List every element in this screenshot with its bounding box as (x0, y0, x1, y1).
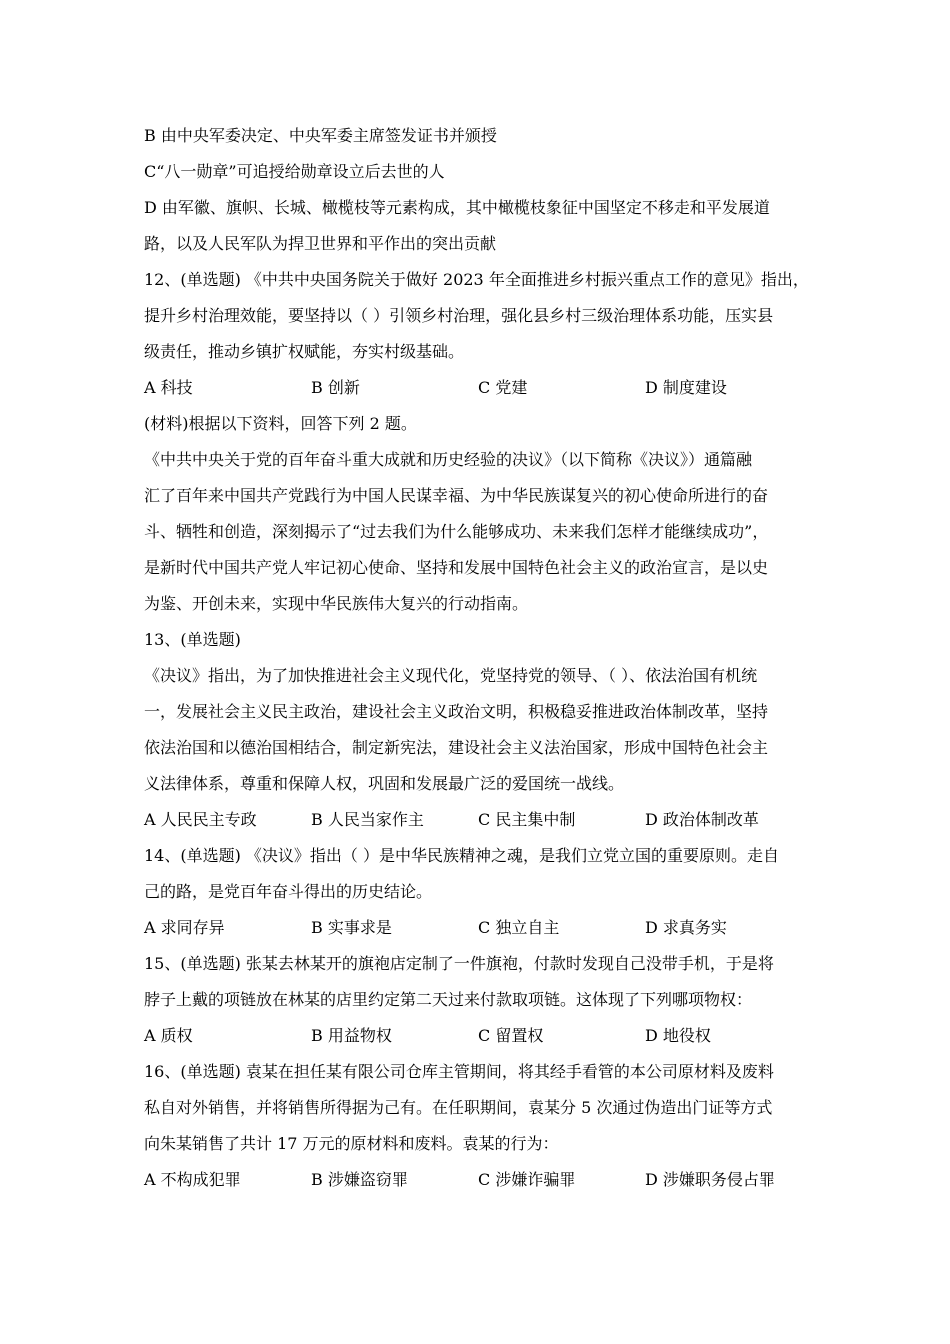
material-line3: 斗、牺牲和创造，深刻揭示了“过去我们为什么能够成功、未来我们怎样才能继续成功”， (144, 522, 769, 541)
q16-stem-line2: 私自对外销售，并将销售所得据为己有。在任职期间，袁某分 5 次通过伪造出门证等方式 (144, 1098, 773, 1117)
q12-stem-line3: 级责任，推动乡镇扩权赋能，夯实村级基础。 (144, 342, 465, 361)
q15-option-d: D 地役权 (645, 1026, 711, 1045)
q16-stem-line3: 向朱某销售了共计 17 万元的原材料和废料。袁某的行为： (144, 1134, 559, 1153)
q11-option-c: C“八一勋章”可追授给勋章设立后去世的人 (144, 162, 445, 181)
q15-option-b: B 用益物权 (311, 1026, 392, 1045)
q14-stem-line1: 14、(单选题) 《决议》指出（ ）是中华民族精神之魂，是我们立党立国的重要原则。走自 (144, 846, 780, 865)
q12-stem-line1: 12、(单选题) 《中共中央国务院关于做好 2023 年全面推进乡村振兴重点工作的意见》指出， (144, 270, 809, 289)
q12-option-c: C 党建 (478, 378, 528, 397)
q13-option-a: A 人民民主专政 (144, 810, 257, 829)
q15-stem-line1: 15、(单选题) 张某去林某开的旗袍店定制了一件旗袍，付款时发现自己没带手机，于是将 (144, 954, 774, 973)
q14-options (144, 910, 814, 946)
q14-option-b: B 实事求是 (311, 918, 392, 937)
material-line5: 为鉴、开创未来，实现中华民族伟大复兴的行动指南。 (144, 594, 529, 613)
q11-option-b: B 由中央军委决定、中央军委主席签发证书并颁授 (144, 126, 497, 145)
q16-option-b: B 涉嫌盗窃罪 (311, 1170, 408, 1189)
q16-option-a: A 不构成犯罪 (144, 1170, 241, 1189)
q14-option-d: D 求真务实 (645, 918, 727, 937)
q14-stem-line2: 己的路，是党百年奋斗得出的历史结论。 (144, 882, 433, 901)
document-page (144, 118, 814, 1198)
q16-options (144, 1162, 814, 1198)
q13-stem-line2: 一，发展社会主义民主政治，建设社会主义政治文明，积极稳妥推进政治体制改革，坚持 (144, 702, 769, 721)
q11-option-d-line1: D 由军徽、旗帜、长城、橄榄枝等元素构成，其中橄榄枝象征中国坚定不移走和平发展道 (144, 198, 770, 217)
q12-options (144, 370, 814, 406)
q16-option-d: D 涉嫌职务侵占罪 (645, 1170, 775, 1189)
q14-option-a: A 求同存异 (144, 918, 225, 937)
q12-stem-line2: 提升乡村治理效能，要坚持以（ ）引领乡村治理，强化县乡村三级治理体系功能，压实县 (144, 306, 774, 325)
q13-stem-line4: 义法律体系，尊重和保障人权，巩固和发展最广泛的爱国统一战线。 (144, 774, 625, 793)
material-line2: 汇了百年来中国共产党践行为中国人民谋幸福、为中华民族谋复兴的初心使命所进行的奋 (144, 486, 769, 505)
q13-heading: 13、(单选题) (144, 630, 241, 649)
q12-option-d: D 制度建设 (645, 378, 727, 397)
q15-option-c: C 留置权 (478, 1026, 544, 1045)
q13-stem-line1: 《决议》指出，为了加快推进社会主义现代化，党坚持党的领导、（ ）、依法治国有机统 (144, 666, 758, 685)
q12-option-b: B 创新 (311, 378, 360, 397)
q13-option-b: B 人民当家作主 (311, 810, 424, 829)
q16-stem-line1: 16、(单选题) 袁某在担任某有限公司仓库主管期间，将其经手看管的本公司原材料及废料 (144, 1062, 774, 1081)
material-line4: 是新时代中国共产党人牢记初心使命、坚持和发展中国特色社会主义的政治宣言，是以史 (144, 558, 769, 577)
q13-options (144, 802, 814, 838)
q13-stem-line3: 依法治国和以德治国相结合，制定新宪法，建设社会主义法治国家，形成中国特色社会主 (144, 738, 769, 757)
q13-option-c: C 民主集中制 (478, 810, 576, 829)
q15-stem-line2: 脖子上戴的项链放在林某的店里约定第二天过来付款取项链。这体现了下列哪项物权： (144, 990, 753, 1009)
q12-option-a: A 科技 (144, 378, 193, 397)
q14-option-c: C 独立自主 (478, 918, 560, 937)
q13-option-d: D 政治体制改革 (645, 810, 759, 829)
material-intro: (材料)根据以下资料，回答下列 2 题。 (144, 414, 417, 433)
q15-option-a: A 质权 (144, 1026, 193, 1045)
material-line1: 《中共中央关于党的百年奋斗重大成就和历史经验的决议》（以下简称《决议》）通篇融 (144, 450, 753, 469)
q16-option-c: C 涉嫌诈骗罪 (478, 1170, 576, 1189)
q11-option-d-line2: 路，以及人民军队为捍卫世界和平作出的突出贡献 (144, 234, 497, 253)
q15-options (144, 1018, 814, 1054)
